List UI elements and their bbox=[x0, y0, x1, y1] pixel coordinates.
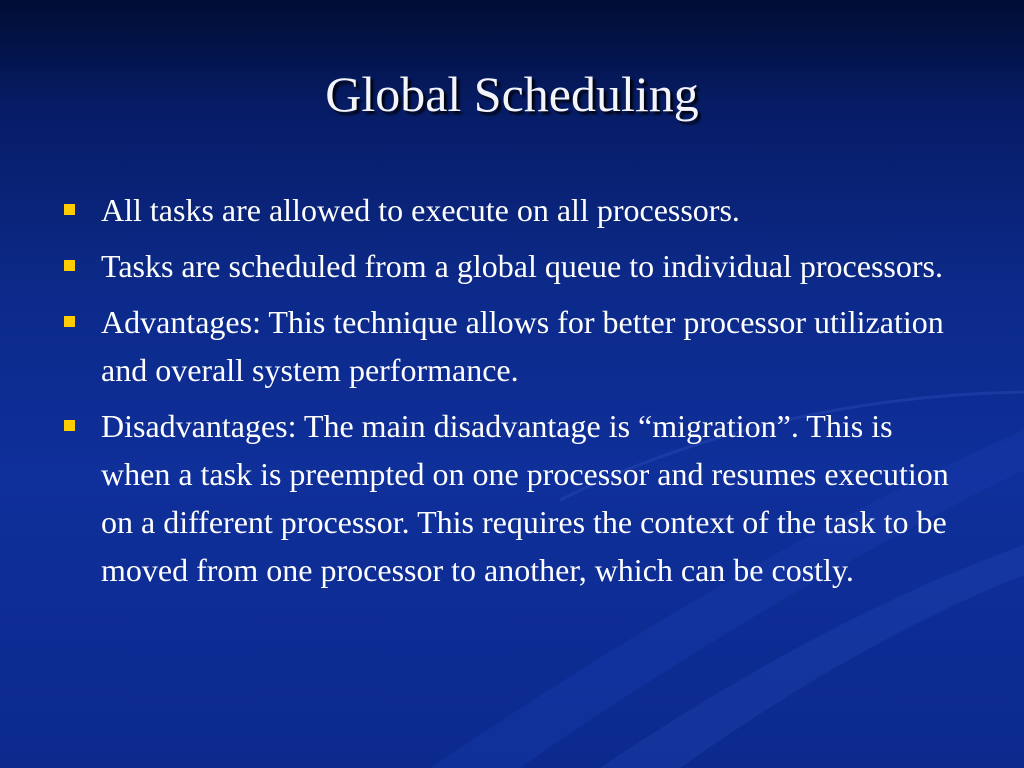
bullet-text: All tasks are allowed to execute on all processors. bbox=[101, 192, 740, 228]
square-bullet-icon bbox=[64, 204, 75, 215]
square-bullet-icon bbox=[64, 420, 75, 431]
bullet-item bbox=[60, 186, 960, 234]
bullet-text: Advantages: This technique allows for better processor utilization and overall system performance. bbox=[101, 304, 944, 388]
bullet-text: Disadvantages: The main disadvantage is “migration”. This is when a task is preempted on one processor and resumes execution on a different processor. This requires the context of the task to be moved from one processor to another, which can be costly. bbox=[101, 408, 949, 588]
bullet-text: Tasks are scheduled from a global queue to individual processors. bbox=[101, 248, 943, 284]
bullet-item bbox=[60, 298, 960, 394]
slide-title: Global Scheduling bbox=[325, 66, 699, 122]
bullet-item bbox=[60, 402, 960, 594]
bullet-list bbox=[60, 186, 960, 602]
square-bullet-icon bbox=[64, 316, 75, 327]
square-bullet-icon bbox=[64, 260, 75, 271]
bullet-item bbox=[60, 242, 960, 290]
